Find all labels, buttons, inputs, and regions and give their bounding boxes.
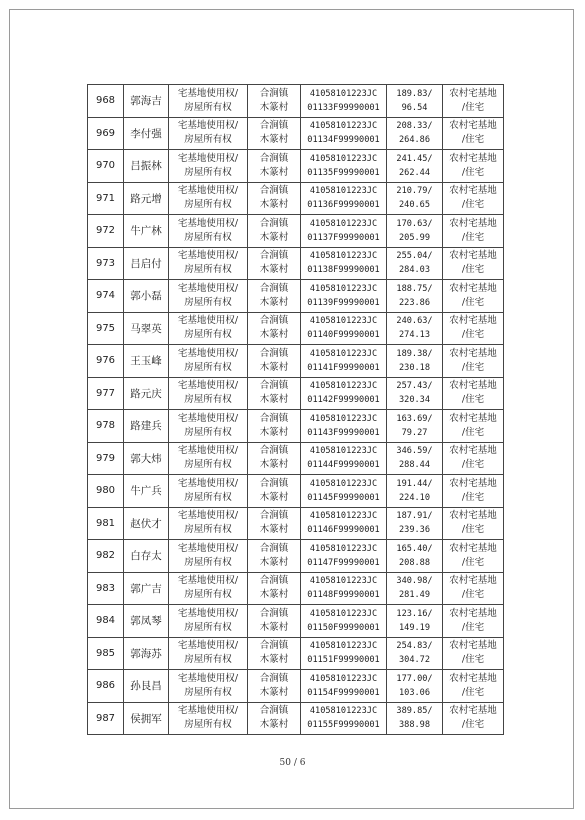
parcel-code: 41058101223JC 01141F99990001 xyxy=(301,345,387,378)
location: 合涧镇 木篆村 xyxy=(248,507,301,540)
area: 240.63/ 274.13 xyxy=(387,312,443,345)
land-use: 农村宅基地 /住宅 xyxy=(443,345,504,378)
area: 254.83/ 304.72 xyxy=(387,637,443,670)
area: 189.38/ 230.18 xyxy=(387,345,443,378)
row-number: 986 xyxy=(88,670,124,703)
parcel-code: 41058101223JC 01142F99990001 xyxy=(301,377,387,410)
table-row xyxy=(88,377,504,410)
row-number: 979 xyxy=(88,442,124,475)
land-use: 农村宅基地 /住宅 xyxy=(443,150,504,183)
location: 合涧镇 木篆村 xyxy=(248,540,301,573)
area: 177.00/ 103.06 xyxy=(387,670,443,703)
table-row xyxy=(88,442,504,475)
right-type: 宅基地使用权/ 房屋所有权 xyxy=(169,442,248,475)
area: 191.44/ 224.10 xyxy=(387,475,443,508)
row-number: 977 xyxy=(88,377,124,410)
right-type: 宅基地使用权/ 房屋所有权 xyxy=(169,605,248,638)
land-use: 农村宅基地 /住宅 xyxy=(443,540,504,573)
owner-name: 郭海吉 xyxy=(124,85,169,118)
location: 合涧镇 木篆村 xyxy=(248,215,301,248)
land-use: 农村宅基地 /住宅 xyxy=(443,312,504,345)
right-type: 宅基地使用权/ 房屋所有权 xyxy=(169,507,248,540)
row-number: 974 xyxy=(88,280,124,313)
land-use: 农村宅基地 /住宅 xyxy=(443,280,504,313)
parcel-code: 41058101223JC 01134F99990001 xyxy=(301,117,387,150)
land-use: 农村宅基地 /住宅 xyxy=(443,215,504,248)
table-row xyxy=(88,312,504,345)
area: 123.16/ 149.19 xyxy=(387,605,443,638)
parcel-code: 41058101223JC 01151F99990001 xyxy=(301,637,387,670)
right-type: 宅基地使用权/ 房屋所有权 xyxy=(169,410,248,443)
land-use: 农村宅基地 /住宅 xyxy=(443,637,504,670)
owner-name: 路元庆 xyxy=(124,377,169,410)
parcel-code: 41058101223JC 01139F99990001 xyxy=(301,280,387,313)
owner-name: 郭海苏 xyxy=(124,637,169,670)
table-row xyxy=(88,410,504,443)
area: 188.75/ 223.86 xyxy=(387,280,443,313)
table-row xyxy=(88,215,504,248)
right-type: 宅基地使用权/ 房屋所有权 xyxy=(169,215,248,248)
table-row xyxy=(88,702,504,735)
location: 合涧镇 木篆村 xyxy=(248,605,301,638)
row-number: 984 xyxy=(88,605,124,638)
owner-name: 孙艮昌 xyxy=(124,670,169,703)
table-row xyxy=(88,85,504,118)
land-use: 农村宅基地 /住宅 xyxy=(443,85,504,118)
area: 255.04/ 284.03 xyxy=(387,247,443,280)
parcel-code: 41058101223JC 01143F99990001 xyxy=(301,410,387,443)
area: 389.85/ 388.98 xyxy=(387,702,443,735)
location: 合涧镇 木篆村 xyxy=(248,345,301,378)
owner-name: 吕振林 xyxy=(124,150,169,183)
table-row xyxy=(88,345,504,378)
table-row xyxy=(88,182,504,215)
row-number: 968 xyxy=(88,85,124,118)
land-use: 农村宅基地 /住宅 xyxy=(443,442,504,475)
area: 187.91/ 239.36 xyxy=(387,507,443,540)
table-row xyxy=(88,637,504,670)
row-number: 970 xyxy=(88,150,124,183)
owner-name: 牛广林 xyxy=(124,215,169,248)
row-number: 973 xyxy=(88,247,124,280)
right-type: 宅基地使用权/ 房屋所有权 xyxy=(169,182,248,215)
parcel-code: 41058101223JC 01133F99990001 xyxy=(301,85,387,118)
right-type: 宅基地使用权/ 房屋所有权 xyxy=(169,540,248,573)
table-row xyxy=(88,117,504,150)
parcel-code: 41058101223JC 01148F99990001 xyxy=(301,572,387,605)
land-use: 农村宅基地 /住宅 xyxy=(443,182,504,215)
property-registry-table xyxy=(87,84,504,735)
row-number: 976 xyxy=(88,345,124,378)
table-row xyxy=(88,605,504,638)
right-type: 宅基地使用权/ 房屋所有权 xyxy=(169,280,248,313)
owner-name: 白存太 xyxy=(124,540,169,573)
table-row xyxy=(88,572,504,605)
area: 241.45/ 262.44 xyxy=(387,150,443,183)
location: 合涧镇 木篆村 xyxy=(248,280,301,313)
table-row xyxy=(88,670,504,703)
row-number: 978 xyxy=(88,410,124,443)
parcel-code: 41058101223JC 01135F99990001 xyxy=(301,150,387,183)
page-number: 50 / 6 xyxy=(279,758,306,768)
owner-name: 马翠英 xyxy=(124,312,169,345)
right-type: 宅基地使用权/ 房屋所有权 xyxy=(169,475,248,508)
table-row xyxy=(88,280,504,313)
table-row xyxy=(88,247,504,280)
location: 合涧镇 木篆村 xyxy=(248,572,301,605)
land-use: 农村宅基地 /住宅 xyxy=(443,247,504,280)
land-use: 农村宅基地 /住宅 xyxy=(443,670,504,703)
parcel-code: 41058101223JC 01138F99990001 xyxy=(301,247,387,280)
owner-name: 路元增 xyxy=(124,182,169,215)
owner-name: 赵伏才 xyxy=(124,507,169,540)
location: 合涧镇 木篆村 xyxy=(248,410,301,443)
owner-name: 牛广兵 xyxy=(124,475,169,508)
owner-name: 郭大炜 xyxy=(124,442,169,475)
location: 合涧镇 木篆村 xyxy=(248,312,301,345)
area: 163.69/ 79.27 xyxy=(387,410,443,443)
location: 合涧镇 木篆村 xyxy=(248,150,301,183)
row-number: 982 xyxy=(88,540,124,573)
land-use: 农村宅基地 /住宅 xyxy=(443,377,504,410)
row-number: 987 xyxy=(88,702,124,735)
right-type: 宅基地使用权/ 房屋所有权 xyxy=(169,637,248,670)
land-use: 农村宅基地 /住宅 xyxy=(443,507,504,540)
area: 346.59/ 288.44 xyxy=(387,442,443,475)
parcel-code: 41058101223JC 01145F99990001 xyxy=(301,475,387,508)
land-use: 农村宅基地 /住宅 xyxy=(443,410,504,443)
row-number: 981 xyxy=(88,507,124,540)
parcel-code: 41058101223JC 01155F99990001 xyxy=(301,702,387,735)
owner-name: 郭小磊 xyxy=(124,280,169,313)
location: 合涧镇 木篆村 xyxy=(248,182,301,215)
right-type: 宅基地使用权/ 房屋所有权 xyxy=(169,117,248,150)
owner-name: 路建兵 xyxy=(124,410,169,443)
parcel-code: 41058101223JC 01136F99990001 xyxy=(301,182,387,215)
right-type: 宅基地使用权/ 房屋所有权 xyxy=(169,702,248,735)
right-type: 宅基地使用权/ 房屋所有权 xyxy=(169,572,248,605)
location: 合涧镇 木篆村 xyxy=(248,670,301,703)
row-number: 985 xyxy=(88,637,124,670)
owner-name: 吕启付 xyxy=(124,247,169,280)
owner-name: 郭凤琴 xyxy=(124,605,169,638)
area: 189.83/ 96.54 xyxy=(387,85,443,118)
area: 170.63/ 205.99 xyxy=(387,215,443,248)
owner-name: 郭广吉 xyxy=(124,572,169,605)
parcel-code: 41058101223JC 01146F99990001 xyxy=(301,507,387,540)
parcel-code: 41058101223JC 01147F99990001 xyxy=(301,540,387,573)
location: 合涧镇 木篆村 xyxy=(248,442,301,475)
parcel-code: 41058101223JC 01137F99990001 xyxy=(301,215,387,248)
area: 210.79/ 240.65 xyxy=(387,182,443,215)
land-use: 农村宅基地 /住宅 xyxy=(443,475,504,508)
owner-name: 侯拥军 xyxy=(124,702,169,735)
right-type: 宅基地使用权/ 房屋所有权 xyxy=(169,377,248,410)
right-type: 宅基地使用权/ 房屋所有权 xyxy=(169,312,248,345)
area: 208.33/ 264.86 xyxy=(387,117,443,150)
row-number: 975 xyxy=(88,312,124,345)
location: 合涧镇 木篆村 xyxy=(248,637,301,670)
location: 合涧镇 木篆村 xyxy=(248,85,301,118)
row-number: 969 xyxy=(88,117,124,150)
table-row xyxy=(88,540,504,573)
parcel-code: 41058101223JC 01154F99990001 xyxy=(301,670,387,703)
row-number: 971 xyxy=(88,182,124,215)
land-use: 农村宅基地 /住宅 xyxy=(443,117,504,150)
right-type: 宅基地使用权/ 房屋所有权 xyxy=(169,85,248,118)
land-use: 农村宅基地 /住宅 xyxy=(443,605,504,638)
area: 257.43/ 320.34 xyxy=(387,377,443,410)
location: 合涧镇 木篆村 xyxy=(248,377,301,410)
right-type: 宅基地使用权/ 房屋所有权 xyxy=(169,150,248,183)
land-use: 农村宅基地 /住宅 xyxy=(443,702,504,735)
right-type: 宅基地使用权/ 房屋所有权 xyxy=(169,345,248,378)
row-number: 983 xyxy=(88,572,124,605)
location: 合涧镇 木篆村 xyxy=(248,702,301,735)
owner-name: 王玉峰 xyxy=(124,345,169,378)
location: 合涧镇 木篆村 xyxy=(248,247,301,280)
right-type: 宅基地使用权/ 房屋所有权 xyxy=(169,247,248,280)
parcel-code: 41058101223JC 01150F99990001 xyxy=(301,605,387,638)
registry-body xyxy=(88,85,504,735)
table-row xyxy=(88,150,504,183)
right-type: 宅基地使用权/ 房屋所有权 xyxy=(169,670,248,703)
row-number: 980 xyxy=(88,475,124,508)
land-use: 农村宅基地 /住宅 xyxy=(443,572,504,605)
area: 340.98/ 281.49 xyxy=(387,572,443,605)
parcel-code: 41058101223JC 01140F99990001 xyxy=(301,312,387,345)
row-number: 972 xyxy=(88,215,124,248)
location: 合涧镇 木篆村 xyxy=(248,475,301,508)
area: 165.40/ 208.88 xyxy=(387,540,443,573)
location: 合涧镇 木篆村 xyxy=(248,117,301,150)
owner-name: 李付强 xyxy=(124,117,169,150)
table-row xyxy=(88,507,504,540)
table-row xyxy=(88,475,504,508)
parcel-code: 41058101223JC 01144F99990001 xyxy=(301,442,387,475)
